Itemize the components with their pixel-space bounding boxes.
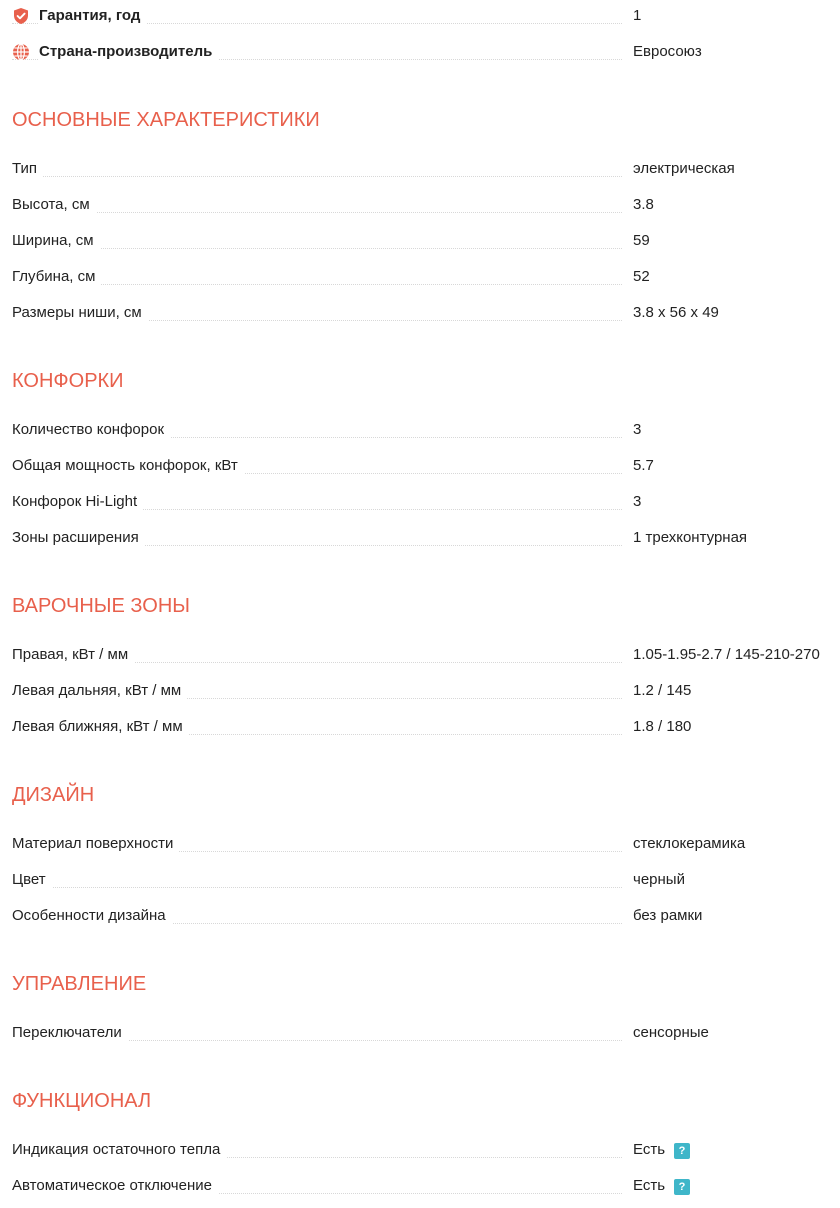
spec-row — [0, 224, 840, 260]
dotted-leader — [12, 176, 622, 177]
spec-label: Зоны расширения — [12, 529, 145, 547]
spec-value: 1 — [633, 7, 642, 24]
spec-row — [0, 827, 840, 863]
spec-row — [0, 674, 840, 710]
spec-label: Автоматическое отключение — [12, 1177, 218, 1195]
globe-icon — [12, 43, 30, 61]
spec-row — [0, 638, 840, 674]
section-title-functionality: ФУНКЦИОНАЛ — [12, 1090, 152, 1112]
spec-value: 52 — [633, 268, 650, 285]
spec-row — [0, 1016, 840, 1052]
dotted-leader — [12, 212, 622, 213]
section-title-burners: КОНФОРКИ — [12, 370, 124, 392]
spec-label: Высота, см — [12, 196, 96, 214]
spec-row-country — [0, 35, 840, 71]
spec-value: без рамки — [633, 907, 703, 924]
spec-row — [0, 521, 840, 557]
spec-row — [0, 260, 840, 296]
spec-label: Размеры ниши, см — [12, 304, 148, 322]
spec-label: Конфорок Hi-Light — [12, 493, 143, 511]
spec-label: Ширина, см — [12, 232, 100, 250]
spec-row-warranty — [0, 0, 840, 35]
spec-value — [633, 1177, 690, 1195]
spec-label: Общая мощность конфорок, кВт — [12, 457, 244, 475]
spec-label: Переключатели — [12, 1024, 128, 1042]
spec-row — [0, 413, 840, 449]
spec-row — [0, 296, 840, 332]
spec-label: Индикация остаточного тепла — [12, 1141, 226, 1159]
help-question-icon[interactable]: ? — [674, 1143, 690, 1159]
spec-row — [0, 710, 840, 746]
spec-row — [0, 1133, 840, 1169]
section-title-main-characteristics: ОСНОВНЫЕ ХАРАКТЕРИСТИКИ — [12, 109, 320, 131]
spec-value: 3.8 — [633, 196, 654, 213]
spec-label: Гарантия, год — [39, 7, 146, 25]
spec-value: 3 — [633, 421, 642, 438]
spec-label: Левая ближняя, кВт / мм — [12, 718, 189, 736]
spec-label: Глубина, см — [12, 268, 101, 286]
spec-row — [0, 485, 840, 521]
spec-label: Тип — [12, 160, 43, 178]
spec-value: 59 — [633, 232, 650, 249]
spec-row — [0, 152, 840, 188]
spec-row — [0, 1169, 840, 1205]
spec-value: черный — [633, 871, 685, 888]
spec-row — [0, 899, 840, 935]
shield-check-icon — [12, 7, 30, 25]
spec-value: 1.2 / 145 — [633, 682, 692, 699]
spec-label: Правая, кВт / мм — [12, 646, 134, 664]
dotted-leader — [12, 284, 622, 285]
dotted-leader — [12, 887, 622, 888]
spec-value — [633, 1141, 690, 1159]
spec-row — [0, 188, 840, 224]
spec-label: Количество конфорок — [12, 421, 170, 439]
spec-value: электрическая — [633, 160, 735, 177]
spec-value: стеклокерамика — [633, 835, 746, 852]
spec-label: Цвет — [12, 871, 52, 889]
spec-label: Страна-производитель — [39, 43, 218, 61]
section-title-cooking-zones: ВАРОЧНЫЕ ЗОНЫ — [12, 595, 190, 617]
spec-value: 1 трехконтурная — [633, 529, 748, 546]
spec-row — [0, 449, 840, 485]
help-question-icon[interactable]: ? — [674, 1179, 690, 1195]
spec-value: 1.05-1.95-2.7 / 145-210-270 — [633, 646, 820, 663]
spec-value: Евросоюз — [633, 43, 702, 60]
spec-value: 3 — [633, 493, 642, 510]
spec-label: Левая дальняя, кВт / мм — [12, 682, 187, 700]
section-title-controls: УПРАВЛЕНИЕ — [12, 973, 147, 995]
spec-value: 3.8 x 56 x 49 — [633, 304, 719, 321]
section-title-design: ДИЗАЙН — [12, 784, 95, 806]
spec-value: 1.8 / 180 — [633, 718, 692, 735]
dotted-leader — [12, 248, 622, 249]
spec-label: Материал поверхности — [12, 835, 179, 853]
spec-value-text: Есть — [633, 1141, 666, 1158]
spec-value-text: Есть — [633, 1177, 666, 1194]
spec-row — [0, 863, 840, 899]
spec-value: 5.7 — [633, 457, 654, 474]
spec-value: сенсорные — [633, 1024, 709, 1041]
spec-label: Особенности дизайна — [12, 907, 172, 925]
